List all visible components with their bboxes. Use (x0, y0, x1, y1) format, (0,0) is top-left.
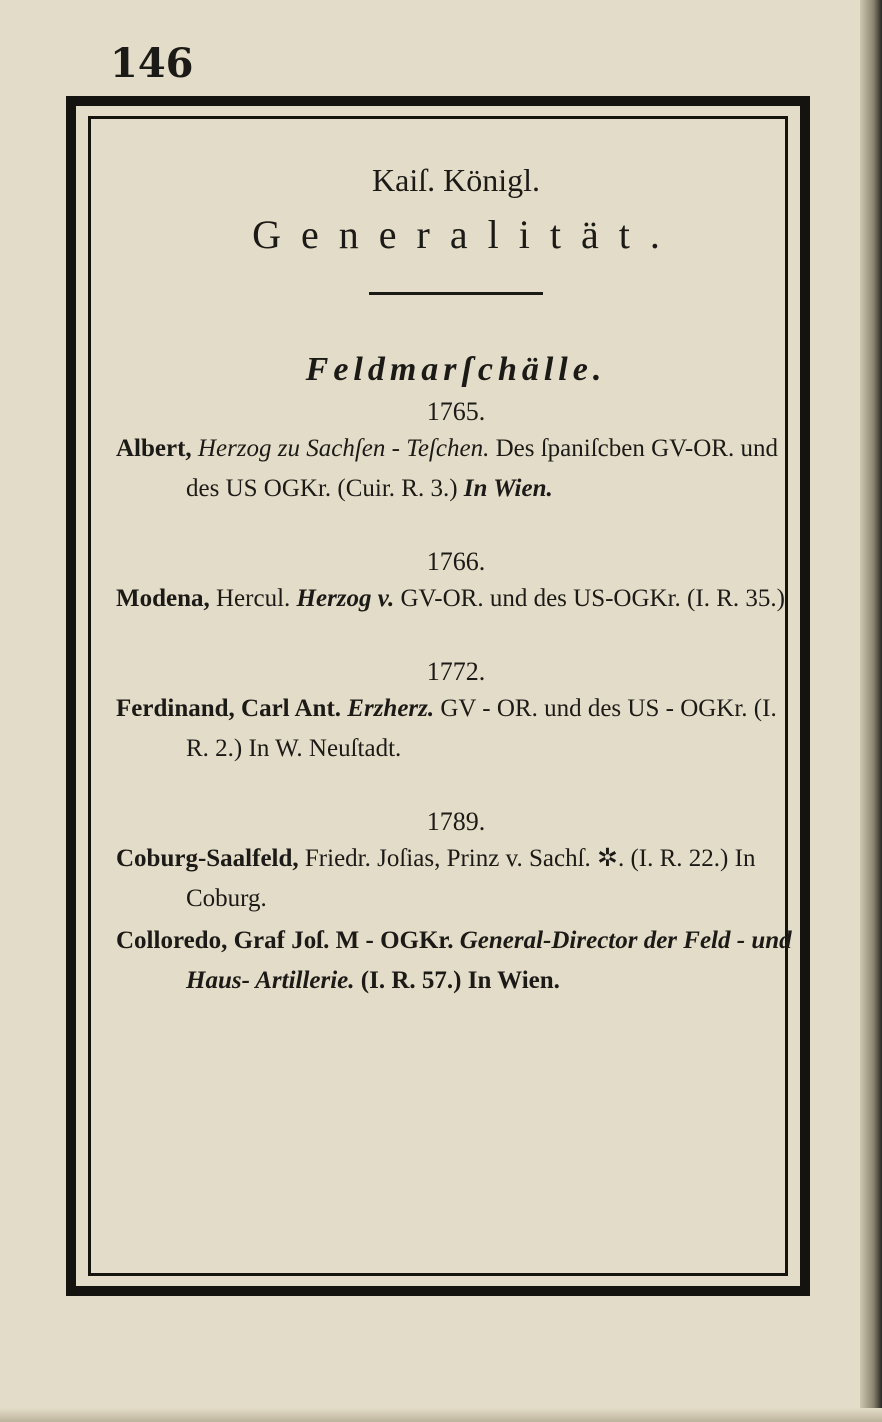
year-heading: 1765. (426, 397, 486, 426)
list-item (116, 579, 796, 619)
title-line-1: Kaiſ. Königl. (372, 162, 540, 198)
entry-text: GV-OR. und des US-OGKr. (I. R. 35.) (400, 585, 785, 612)
list-item (116, 921, 796, 1001)
entry-name: Ferdinand, (116, 695, 235, 722)
entry-title: General-Director der Feld - und Haus- Artillerie. (186, 927, 792, 994)
entry-name: Modena, (116, 585, 210, 612)
title-line-2: Generalität. (252, 212, 680, 257)
decoration-star-icon: ✲ (597, 845, 618, 872)
entry-first-name: Carl Ant. (241, 695, 342, 722)
entry-text: GV - OR. und des US - OGKr. (I. R. 2.) In W. Neuſtadt. (186, 695, 777, 762)
page-number: 146 (110, 40, 194, 87)
entry-title: Herzog zu Sachſen - Teſchen. (197, 435, 490, 462)
year-heading: 1766. (426, 547, 486, 576)
entry-text: Graf Joſ. M - OGKr. (233, 927, 454, 954)
year-heading: 1772. (426, 657, 486, 686)
entry-name: Colloredo, (116, 927, 228, 954)
entry-text-end: . (I. R. 22.) In Coburg. (186, 845, 756, 912)
page-content (116, 150, 796, 1001)
section-heading: Feldmarſchälle. (305, 351, 607, 388)
year-heading: 1789. (426, 807, 486, 836)
list-item (116, 429, 796, 509)
title-rule (369, 292, 543, 295)
entry-location: In Wien. (463, 475, 553, 502)
entry-text: Des ſpaniſcben GV-OR. und des US OGKr. (Cuir. R. 3.) (186, 435, 778, 502)
entry-name: Albert, (116, 435, 192, 462)
page-edge (860, 0, 882, 1422)
entry-text: Friedr. Joſias, Prinz v. Sachſ. (304, 845, 591, 872)
entry-first-name: Hercul. (216, 585, 291, 612)
entry-title: Erzherz. (347, 695, 435, 722)
entry-name: Coburg-Saalfeld, (116, 845, 299, 872)
list-item (116, 839, 796, 919)
list-item (116, 689, 796, 769)
page-bottom-edge (0, 1408, 882, 1422)
entry-text-end: (I. R. 57.) In Wien. (360, 967, 560, 994)
entry-title: Herzog v. (296, 585, 395, 612)
